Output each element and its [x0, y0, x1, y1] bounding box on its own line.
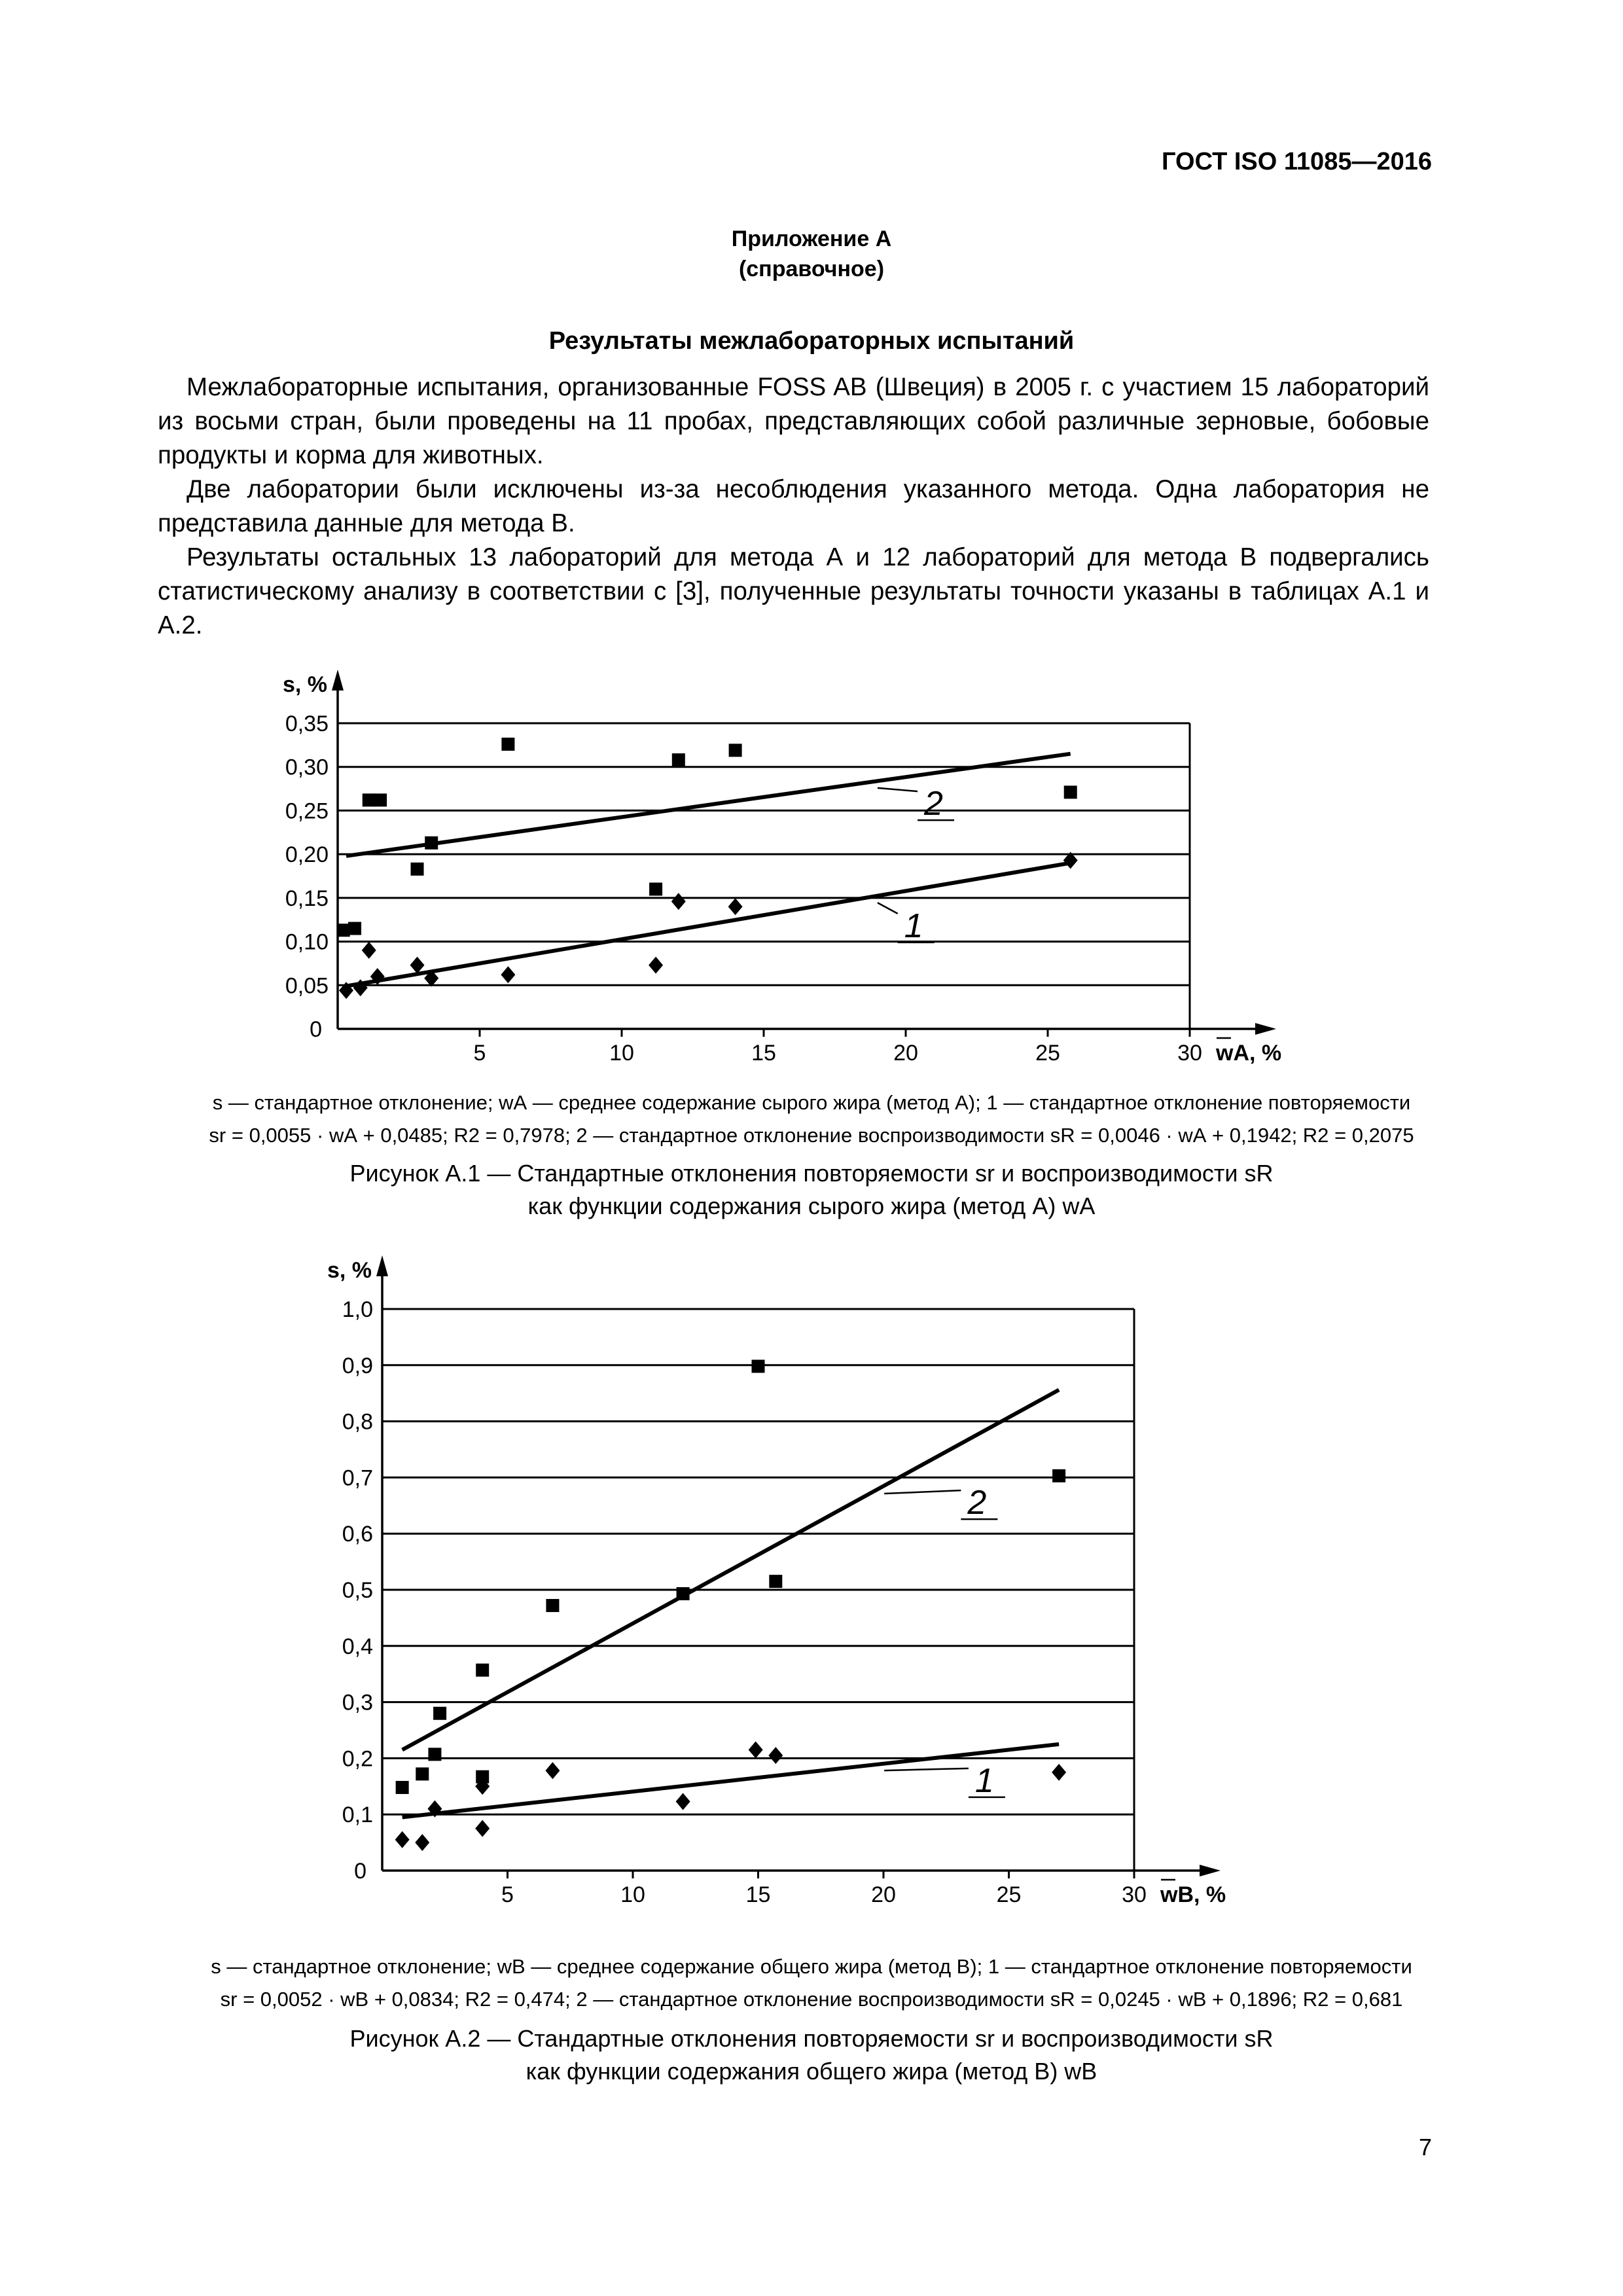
origin-label: 0 — [354, 1859, 366, 1884]
data-point-diamond — [649, 957, 663, 974]
y-tick-label: 0,1 — [342, 1803, 373, 1828]
x-axis-title: wА, % — [1216, 1041, 1282, 1066]
data-point-diamond — [395, 1831, 410, 1848]
y-tick-label: 0,2 — [342, 1746, 373, 1772]
y-tick-label: 0,30 — [285, 755, 329, 780]
x-tick-label: 20 — [893, 1041, 918, 1066]
data-point-square — [428, 1748, 441, 1761]
paragraph-2: Две лаборатории были исключены из-за несоблюдения указанного метода. Одна лаборатория не представила данные для метода В. — [158, 475, 1429, 537]
paragraph-1: Межлабораторные испытания, организованные FOSS AB (Швеция) в 2005 г. с участием 15 лабораторий из восьми стран, были проведены на 11 пробах, представляющих собой различные зерновые, бобовые продукты и корма для животных. — [158, 373, 1429, 469]
y-tick-label: 0,25 — [285, 798, 329, 824]
trend-label-2: 2 — [924, 785, 943, 823]
annex-title: Приложение А — [731, 226, 892, 251]
x-axis-arrow — [1255, 1023, 1276, 1035]
chart-2 — [327, 1255, 1226, 1907]
data-point-square — [1052, 1469, 1065, 1482]
origin-label: 0 — [310, 1017, 322, 1042]
page-number: 7 — [1419, 2134, 1433, 2161]
y-tick-label: 0,6 — [342, 1522, 373, 1547]
data-point-square — [769, 1575, 782, 1588]
y-tick-label: 0,8 — [342, 1409, 373, 1435]
x-tick-label: 25 — [996, 1882, 1022, 1907]
x-tick-label: 30 — [1122, 1882, 1147, 1907]
y-tick-label: 0,20 — [285, 842, 329, 868]
data-point-square — [411, 863, 424, 876]
y-tick-label: 0,05 — [285, 973, 329, 999]
y-axis-arrow — [332, 670, 344, 691]
figure2-legend-line2: sr = 0,0052 · wB + 0,0834; R2 = 0,474; 2 — стандартное отклонение воспроизводимости sR = 0,0245 · wB + 0,1896; R2 = 0,681 — [220, 1988, 1403, 2011]
trend-leader-2 — [878, 788, 918, 791]
x-tick-label: 15 — [751, 1041, 776, 1066]
trend-leader-2 — [884, 1490, 961, 1494]
x-tick-label: 15 — [745, 1882, 771, 1907]
x-tick-label: 5 — [473, 1041, 486, 1066]
data-point-diamond — [410, 957, 425, 974]
figure2-legend-line1: s — стандартное отклонение; wB — среднее содержание общего жира (метод В); 1 — стандартное отклонение повторяемости — [211, 1955, 1412, 1978]
x-tick-label: 10 — [620, 1882, 645, 1907]
x-tick-label: 25 — [1035, 1041, 1060, 1066]
trend-leader-1 — [878, 903, 898, 914]
chart-1 — [283, 670, 1281, 1066]
y-tick-label: 0,4 — [342, 1634, 373, 1659]
y-tick-label: 0,5 — [342, 1578, 373, 1603]
data-point-square — [363, 793, 376, 806]
y-tick-label: 0,35 — [285, 711, 329, 736]
figure2-caption-line2: как функции содержания общего жира (метод В) wB — [526, 2058, 1097, 2085]
trend-line-2 — [402, 1390, 1059, 1750]
y-tick-label: 0,10 — [285, 929, 329, 955]
trend-label-2: 2 — [967, 1484, 987, 1522]
data-point-diamond — [415, 1834, 429, 1851]
figure1-caption-line1: Рисунок А.1 — Стандартные отклонения повторяемости sr и воспроизводимости sR — [349, 1160, 1274, 1187]
trend-label-1: 1 — [904, 906, 923, 945]
y-axis-title: s, % — [282, 672, 327, 697]
data-point-diamond — [728, 898, 743, 915]
data-point-square — [729, 744, 742, 757]
data-point-square — [476, 1770, 489, 1784]
y-axis-title: s, % — [327, 1258, 372, 1283]
data-point-square — [501, 738, 514, 751]
trend-leader-1 — [884, 1768, 969, 1770]
x-axis-title: wB, % — [1160, 1882, 1226, 1907]
trend-line-2 — [346, 754, 1071, 856]
paragraph-3: Результаты остальных 13 лабораторий для метода А и 12 лабораторий для метода В подвергались статистическому анализу в соответствии с [3], полученные результаты точности указаны в таблицах А.1 и А.2. — [158, 543, 1429, 639]
data-point-square — [649, 883, 662, 896]
trend-label-1: 1 — [974, 1761, 994, 1800]
figure2-caption-line1: Рисунок А.2 — Стандартные отклонения повторяемости sr и воспроизводимости sR — [349, 2025, 1274, 2052]
data-point-diamond — [768, 1747, 783, 1764]
data-point-square — [1064, 785, 1077, 798]
data-point-square — [752, 1360, 765, 1373]
data-point-diamond — [362, 942, 376, 959]
data-point-diamond — [475, 1820, 490, 1837]
data-point-square — [476, 1664, 489, 1677]
data-point-diamond — [1052, 1764, 1066, 1781]
data-point-diamond — [501, 966, 515, 983]
data-point-square — [677, 1587, 690, 1600]
x-tick-label: 5 — [501, 1882, 514, 1907]
y-tick-label: 1,0 — [342, 1297, 373, 1322]
trend-line-1 — [402, 1744, 1059, 1818]
data-point-square — [396, 1781, 409, 1794]
document-code: ГОСТ ISO 11085—2016 — [1162, 148, 1432, 175]
x-tick-label: 30 — [1177, 1041, 1202, 1066]
figure1-legend-line1: s — стандартное отклонение; wА — среднее содержание сырого жира (метод А); 1 — стандартное отклонение повторяемости — [212, 1091, 1411, 1114]
x-axis-arrow — [1200, 1865, 1221, 1876]
figure1-legend-line2: sr = 0,0055 · wА + 0,0485; R2 = 0,7978; 2 — стандартное отклонение воспроизводимости sR = 0,0046 · wА + 0,1942; R2 = 0,2075 — [209, 1124, 1414, 1147]
figure1-caption-line2: как функции содержания сырого жира (метод А) wА — [527, 1193, 1096, 1219]
data-point-square — [425, 836, 438, 850]
trend-line-1 — [346, 863, 1071, 986]
y-axis-arrow — [376, 1255, 388, 1276]
data-point-diamond — [676, 1793, 690, 1810]
data-point-square — [546, 1599, 559, 1612]
data-point-square — [337, 924, 350, 937]
data-point-diamond — [749, 1742, 763, 1759]
y-tick-label: 0,3 — [342, 1690, 373, 1715]
y-tick-label: 0,9 — [342, 1353, 373, 1378]
data-point-diamond — [545, 1762, 560, 1779]
data-point-square — [416, 1767, 429, 1780]
data-point-square — [433, 1707, 446, 1720]
data-point-diamond — [671, 893, 686, 910]
annex-subtitle: (справочное) — [738, 257, 885, 281]
section-title: Результаты межлабораторных испытаний — [548, 327, 1075, 355]
y-tick-label: 0,15 — [285, 886, 329, 911]
data-point-square — [348, 922, 361, 935]
data-point-square — [672, 753, 685, 766]
x-tick-label: 10 — [609, 1041, 634, 1066]
data-point-square — [374, 793, 387, 806]
x-tick-label: 20 — [871, 1882, 896, 1907]
y-tick-label: 0,7 — [342, 1465, 373, 1491]
